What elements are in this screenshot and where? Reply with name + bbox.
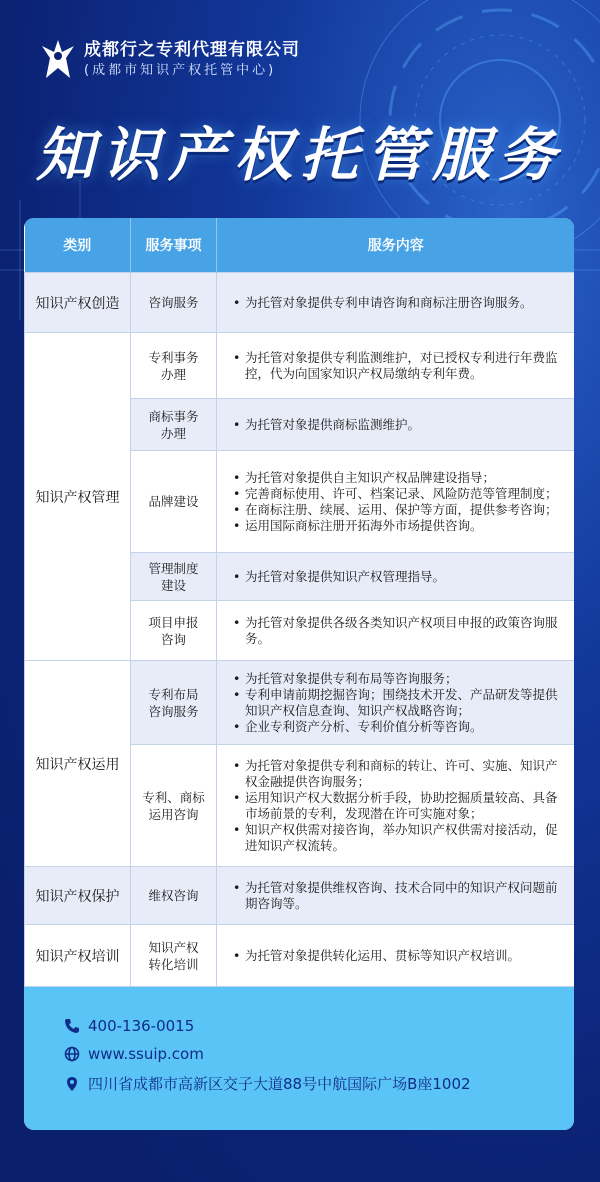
item-line: 专利、商标 运用咨询: [142, 789, 205, 822]
content-bullet: • 为托管对象提供维权咨询、技术合同中的知识产权问题前期咨询等。: [245, 880, 560, 912]
content-cell: [217, 273, 575, 333]
content-cell: [217, 661, 575, 745]
content-bullet: • 运用国际商标注册开拓海外市场提供咨询。: [245, 518, 560, 534]
item-cell: [131, 925, 217, 987]
item-line: 专利布局 咨询服务: [148, 686, 199, 719]
contact-footer: [24, 987, 574, 1130]
website-row[interactable]: [64, 1045, 204, 1063]
item-cell: [131, 399, 217, 451]
address-text: 四川省成都市高新区交子大道88号中航国际广场B座1002: [88, 1075, 471, 1093]
content-bullet: • 运用知识产权大数据分析手段，协助挖掘质量较高、具备市场前景的专利，发现潜在许可实施对象；: [245, 790, 560, 822]
category-cell: 知识产权培训: [25, 925, 131, 987]
content-cell: [217, 451, 575, 553]
table-row: [25, 925, 575, 987]
content-cell: [217, 925, 575, 987]
content-bullet: • 为托管对象提供各级各类知识产权项目申报的政策咨询服务。: [245, 615, 560, 647]
item-cell: [131, 601, 217, 661]
website-link[interactable]: www.ssuip.com: [88, 1045, 204, 1063]
table-row: [25, 867, 575, 925]
company-subtitle: (成都市知识产权托管中心): [84, 63, 277, 78]
content-cell: [217, 399, 575, 451]
content-bullet: • 在商标注册、续展、运用、保护等方面，提供参考咨询；: [245, 502, 560, 518]
content-cell: [217, 867, 575, 925]
phone-row[interactable]: [64, 1017, 194, 1035]
content-cell: [217, 601, 575, 661]
page-title: 知识产权托管服务: [35, 121, 564, 189]
item-cell: [131, 333, 217, 399]
content-cell: [217, 745, 575, 867]
address-row: [64, 1073, 471, 1094]
content-bullet: • 为托管对象提供专利布局等咨询服务；: [245, 671, 560, 687]
item-line: 专利事务 办理: [148, 349, 199, 382]
category-cell: 知识产权创造: [25, 273, 131, 333]
item-cell: 品牌建设: [131, 451, 217, 553]
item-cell: 咨询服务: [131, 273, 217, 333]
content-bullet: • 为托管对象提供知识产权管理指导。: [245, 569, 560, 585]
phone-icon: [64, 1018, 80, 1034]
content-cell: [217, 333, 575, 399]
content-bullet: • 知识产权供需对接咨询，举办知识产权供需对接活动，促进知识产权流转。: [245, 822, 560, 854]
globe-icon: [64, 1046, 80, 1062]
service-table: [24, 218, 574, 987]
content-bullet: • 为托管对象提供专利申请咨询和商标注册咨询服务。: [245, 295, 560, 311]
header-item: 服务事项: [131, 218, 217, 273]
category-cell: 知识产权保护: [25, 867, 131, 925]
content-bullet: • 企业专利资产分析、专利价值分析等咨询。: [245, 719, 560, 735]
content-bullet: • 为托管对象提供转化运用、贯标等知识产权培训。: [245, 948, 560, 964]
content-bullet: • 为托管对象提供专利监测维护，对已授权专利进行年费监控，代为向国家知识产权局缴纳专利年费。: [245, 350, 560, 382]
phone-number: 400-136-0015: [88, 1017, 195, 1035]
content-bullet: • 为托管对象提供自主知识产权品牌建设指导；: [245, 470, 560, 486]
item-line: 商标事务 办理: [148, 408, 199, 441]
location-pin-icon: [64, 1076, 80, 1092]
item-line: 知识产权 转化培训: [148, 939, 199, 972]
item-cell: [131, 745, 217, 867]
content-bullet: • 完善商标使用、许可、档案记录、风险防范等管理制度；: [245, 486, 560, 502]
service-card: [24, 218, 574, 1130]
item-cell: 维权咨询: [131, 867, 217, 925]
table-row: [25, 661, 575, 745]
content-bullet: • 为托管对象提供专利和商标的转让、许可、实施、知识产权金融提供咨询服务；: [245, 758, 560, 790]
category-cell: 知识产权管理: [25, 333, 131, 661]
header-content: 服务内容: [217, 218, 575, 273]
item-line: 管理制度 建设: [148, 560, 199, 593]
item-cell: [131, 553, 217, 601]
logo-emblem-icon: [40, 38, 76, 82]
header: [40, 38, 300, 82]
content-cell: [217, 553, 575, 601]
header-category: 类别: [25, 218, 131, 273]
category-cell: 知识产权运用: [25, 661, 131, 867]
table-header-row: [25, 218, 575, 273]
item-cell: [131, 661, 217, 745]
content-bullet: • 为托管对象提供商标监测维护。: [245, 417, 560, 433]
item-line: 项目申报 咨询: [148, 614, 199, 647]
content-bullet: • 专利申请前期挖掘咨询；围绕技术开发、产品研发等提供知识产权信息查询、知识产权战略咨询；: [245, 687, 560, 719]
company-name: 成都行之专利代理有限公司: [84, 40, 300, 60]
table-row: [25, 273, 575, 333]
table-row: [25, 333, 575, 399]
